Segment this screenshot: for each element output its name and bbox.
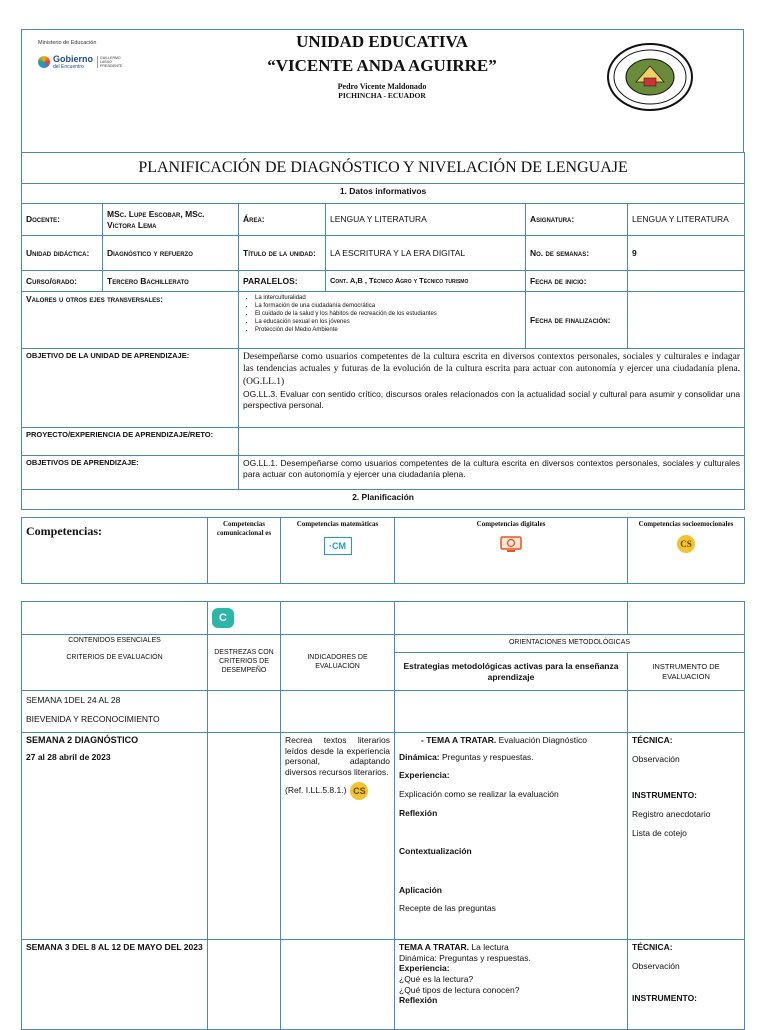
planning-table bbox=[21, 601, 745, 1030]
paralelos-label: PARALELOS: bbox=[243, 275, 298, 286]
ministry-label: Ministerio de Educación bbox=[38, 40, 97, 46]
semana2-experiencia: Experiencia: bbox=[399, 770, 450, 781]
unidad-label: Unidad didáctica: bbox=[26, 247, 90, 258]
semana3-tecnica-label: TÉCNICA: bbox=[632, 942, 673, 952]
location-line1: Pedro Vicente Maldonado bbox=[337, 82, 427, 91]
cm-icon-label: ·CM bbox=[329, 540, 346, 551]
valores-label: Valores u otros ejes transversales: bbox=[26, 294, 163, 304]
orientaciones-header: ORIENTACIONES METODOLÓGICAS bbox=[508, 639, 631, 647]
valores-item: • Protección del Medio Ambiente bbox=[255, 326, 521, 334]
semana2-explicacion: Explicación como se realizar la evaluación bbox=[399, 788, 559, 799]
school-line1: UNIDAD EDUCATIVA bbox=[296, 32, 468, 51]
contenidos-header: CONTENIDOS ESENCIALES bbox=[68, 637, 161, 644]
objetivo-label: OBJETIVO DE LA UNIDAD DE APRENDIZAJE: bbox=[26, 351, 190, 360]
inicio-label: Fecha de inicio: bbox=[530, 275, 587, 286]
titulo-value: LA ESCRITURA Y LA ERA DIGITAL bbox=[330, 247, 466, 258]
semana2-ref: (Ref. I.LL.5.8.1.) bbox=[285, 785, 347, 796]
section2-heading: 2. Planificación bbox=[352, 492, 414, 502]
paralelos-value: Cont. A,B , Técnico Agro y Técnico turismo bbox=[330, 276, 469, 286]
cs-icon-label: CS bbox=[680, 538, 692, 549]
objetivo-paragraph-2: OG.LL.3. Evaluar con sentido crítico, discursos orales relacionados con la actualidad social y cultural para asumir y consolidar una perspectiva personal. bbox=[243, 389, 741, 410]
digital-icon bbox=[500, 536, 522, 554]
semana1-title: SEMANA 1DEL 24 AL 28 bbox=[26, 695, 121, 705]
semana3-instrumento-label: INSTRUMENTO: bbox=[632, 993, 698, 1004]
semana2-recepte: Recepte de las preguntas bbox=[399, 903, 496, 914]
semana3-dinamica: Dinámica: Preguntas y respuestas. bbox=[399, 952, 531, 963]
semana2-tema-value: Evaluación Diagnóstico bbox=[498, 735, 587, 745]
comp-digitales: Competencias digitales bbox=[476, 520, 546, 528]
comp-socioemocionales: Competencias socioemocionales bbox=[638, 520, 734, 528]
semana2-dinamica-label: Dinámica: bbox=[399, 751, 440, 762]
estrategias-header: Estrategias metodológicas activas para la enseñanza aprendizaje bbox=[403, 660, 619, 682]
cm-icon bbox=[324, 537, 352, 555]
valores-item: • La interculturalidad bbox=[255, 294, 521, 302]
titulo-label: Título de la unidad: bbox=[243, 247, 316, 258]
semana2-tecnica-label: TÉCNICA: bbox=[632, 735, 673, 745]
semana3-question-1: ¿Qué es la lectura? bbox=[399, 973, 474, 984]
asignatura-label: Asignatura: bbox=[530, 214, 575, 225]
cs-icon-label: CS bbox=[353, 785, 366, 796]
obj-aprendizaje-value: OG.LL.1. Desempeñarse como usuarios competentes de la cultura escrita en diversos contextos personales, sociales y culturales para actuar con autonomía y ejercer una ciudadanía plena. bbox=[243, 458, 741, 479]
proyecto-label: PROYECTO/EXPERIENCIA DE APRENDIZAJE/RETO: bbox=[26, 430, 214, 439]
semana1-subtitle: BIEVENIDA Y RECONOCIMIENTO bbox=[26, 713, 160, 724]
criterios-header: CRITERIOS DE EVALUACIÓN bbox=[66, 653, 163, 661]
destrezas-header: DESTREZAS CON CRITERIOS DE DESEMPEÑO bbox=[214, 649, 274, 674]
instrumento-header: INSTRUMENTO DE EVALUACION bbox=[652, 662, 720, 681]
location-line2: PICHINCHA - ECUADOR bbox=[338, 91, 426, 100]
semana2-dinamica-value: Preguntas y respuestas. bbox=[442, 751, 534, 762]
competencias-table bbox=[21, 517, 745, 584]
school-seal-logo bbox=[606, 42, 694, 112]
header-frame bbox=[21, 29, 744, 153]
com-icon bbox=[212, 608, 234, 628]
curso-value: Tercero Bachillerato bbox=[107, 275, 189, 286]
unidad-value: Diagnóstico y refuerzo bbox=[107, 247, 193, 258]
semana2-tecnica-value: Observación bbox=[632, 753, 680, 764]
ministry-logo bbox=[38, 40, 148, 110]
semana3-tema-value: La lectura bbox=[471, 942, 509, 952]
indicadores-header: INDICADORES DE EVALUACIÓN bbox=[307, 653, 368, 670]
cs-icon bbox=[350, 782, 368, 800]
obj-aprendizaje-label: OBJETIVOS DE APRENDIZAJE: bbox=[26, 458, 139, 467]
section1-heading: 1. Datos informativos bbox=[339, 186, 427, 196]
school-seal-icon bbox=[606, 42, 694, 112]
area-value: LENGUA Y LITERATURA bbox=[330, 214, 427, 225]
valores-item: • El cuidado de la salud y los hábitos de recreación de los estudiantes bbox=[255, 310, 521, 318]
semana2-tema-label: - TEMA A TRATAR. bbox=[421, 735, 497, 745]
comp-comunicacionales: Competencias comunicacional es bbox=[216, 520, 272, 537]
semana3-title: SEMANA 3 DEL 8 AL 12 DE MAYO DEL 2023 bbox=[26, 942, 203, 952]
area-label: Área: bbox=[243, 214, 265, 225]
comp-matematicas: Competencias matemáticas bbox=[296, 520, 379, 528]
semana2-aplicacion: Aplicación bbox=[399, 884, 442, 895]
semana2-instrumento-2: Lista de cotejo bbox=[632, 827, 687, 838]
semana2-instrumento-label: INSTRUMENTO: bbox=[632, 790, 698, 801]
semana2-contextualizacion: Contextualización bbox=[399, 846, 472, 857]
competencias-label: Competencias: bbox=[26, 524, 102, 538]
semanas-value: 9 bbox=[632, 247, 637, 258]
docente-label: Docente: bbox=[26, 214, 60, 225]
cs-icon bbox=[677, 535, 695, 553]
school-title bbox=[192, 32, 572, 100]
semana3-experiencia: Experiencia: bbox=[399, 963, 450, 974]
semana3-tecnica-value: Observación bbox=[632, 960, 680, 971]
valores-item: • La educación sexual en los jóvenes bbox=[255, 318, 521, 326]
semana2-date: 27 al 28 abril de 2023 bbox=[26, 752, 111, 763]
semana3-tema-label: TEMA A TRATAR. bbox=[399, 942, 470, 952]
gobierno-sub-label: del Encuentro bbox=[53, 64, 84, 70]
doc-title: PLANIFICACIÓN DE DIAGNÓSTICO Y NIVELACIÓN DE LENGUAJE bbox=[138, 159, 628, 176]
curso-label: Curso/grado: bbox=[26, 275, 77, 286]
gobierno-star-icon bbox=[38, 56, 50, 68]
semana2-indicador: Recrea textos literarios leídos desde la experiencia personal, adaptando diversos recursos literarios. bbox=[285, 735, 390, 777]
fin-label: Fecha de finalización: bbox=[530, 314, 611, 325]
semanas-label: No. de semanas: bbox=[530, 247, 590, 258]
president-label: GUILLERMO LASSO PRESIDENTE bbox=[97, 56, 128, 68]
semana3-reflexion: Reflexión bbox=[399, 995, 438, 1006]
semana2-title: SEMANA 2 DIAGNÓSTICO bbox=[26, 735, 139, 745]
school-line2: “VICENTE ANDA AGUIRRE” bbox=[267, 56, 497, 75]
valores-item: • La formación de una ciudadanía democrática bbox=[255, 302, 521, 310]
semana3-question-2: ¿Qué tipos de lectura conocen? bbox=[399, 984, 520, 995]
semana2-reflexion: Reflexión bbox=[399, 807, 438, 818]
semana2-instrumento-1: Registro anecdotario bbox=[632, 808, 711, 819]
valores-list bbox=[241, 294, 521, 334]
gobierno-label: Gobierno bbox=[53, 54, 93, 64]
com-icon-label: C bbox=[219, 612, 227, 624]
asignatura-value: LENGUA Y LITERATURA bbox=[632, 214, 729, 225]
docente-value: MSc. Lupe Escobar, MSc. Victora Lema bbox=[107, 208, 205, 230]
objetivo-paragraph-1: Desempeñarse como usuarios competentes de la cultura escrita en diversos contextos personales, sociales y culturales e indagar las tendencias actuales y futuras de la evolución de la cultura escrita para actuar con autonomía y ejercer una ciudadanía plena. (OG.LL.1) bbox=[243, 352, 741, 387]
info-table bbox=[21, 152, 745, 510]
